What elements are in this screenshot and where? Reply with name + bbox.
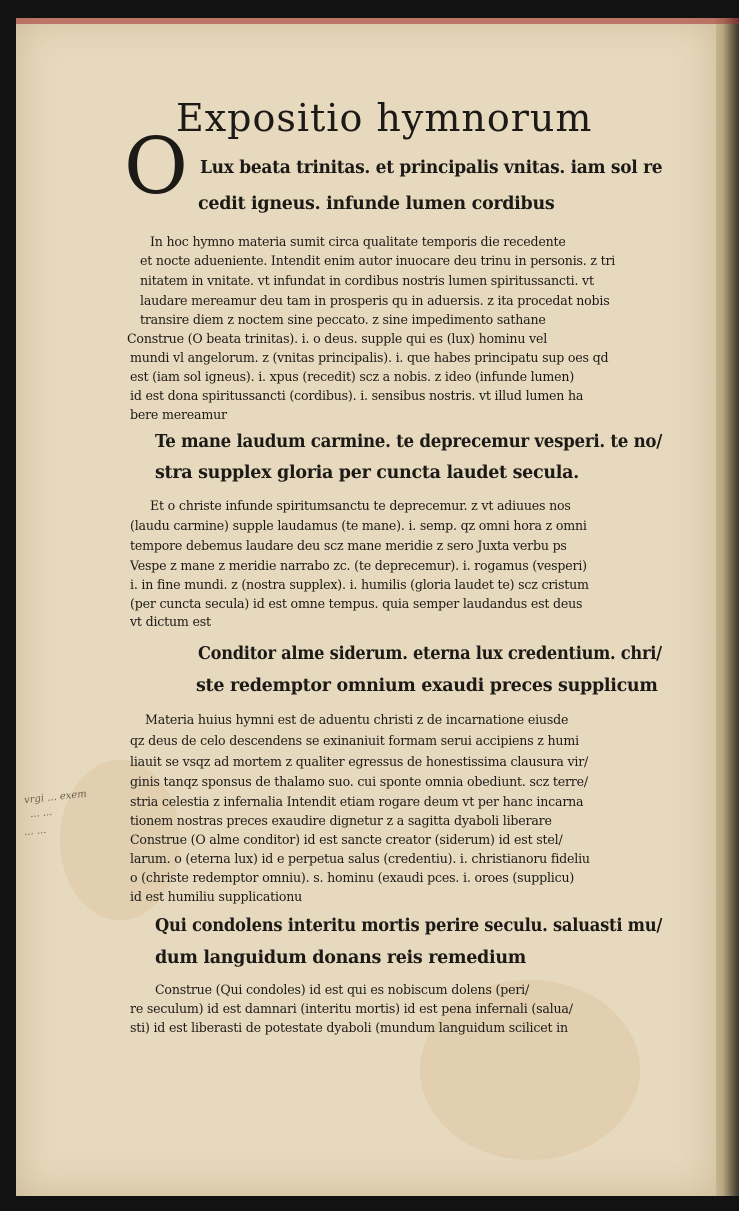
commentary-line: sti) id est liberasti de potestate dyaboli (mundum languidum scilicet in — [130, 1020, 568, 1035]
commentary-line: Construe (Qui condoles) id est qui es nobiscum dolens (peri/ — [155, 982, 530, 997]
commentary-line: est (iam sol igneus). i. xpus (recedit) scz a nobis. z ideo (infunde lumen) — [130, 369, 575, 384]
commentary-line: (per cuncta secula) id est omne tempus. quia semper laudandus est deus — [130, 596, 583, 611]
commentary-line: transire diem z noctem sine peccato. z sine impedimento sathane — [140, 312, 546, 327]
hymn-line: Lux beata trinitas. et principalis vnitas. iam sol re — [200, 158, 663, 178]
commentary-line: id est humiliu supplicationu — [130, 889, 303, 904]
commentary-line: bere mereamur — [130, 407, 227, 422]
commentary-line: nitatem in vnitate. vt infundat in cordibus nostris lumen spiritussancti. vt — [140, 273, 594, 288]
commentary-line: i. in fine mundi. z (nostra supplex). i. humilis (gloria laudet te) scz cristum — [130, 577, 589, 592]
commentary-line: Construe (O alme conditor) id est sancte creator (siderum) id est stel/ — [130, 832, 563, 847]
commentary-line: Et o christe infunde spiritumsanctu te deprecemur. z vt adiuues nos — [150, 498, 571, 513]
marginal-note: ... ... — [23, 824, 47, 839]
commentary-line: re seculum) id est damnari (interitu mortis) id est pena infernali (salua/ — [130, 1001, 573, 1016]
commentary-line: tionem nostras preces exaudire dignetur z a sagitta dyaboli liberare — [130, 813, 552, 828]
commentary-line: larum. o (eterna lux) id e perpetua salus (credentiu). i. christianoru fideliu — [130, 851, 590, 866]
commentary-line: ginis tanqz sponsus de thalamo suo. cui sponte omnia obediunt. scz terre/ — [130, 774, 588, 789]
page-top-edge — [16, 18, 739, 24]
hymn-line: Conditor alme siderum. eterna lux credentium. chri/ — [198, 644, 662, 664]
commentary-line: laudare mereamur deu tam in prosperis qu in aduersis. z ita procedat nobis — [140, 293, 610, 308]
marginal-note: vrgi ... exem — [23, 788, 88, 807]
commentary-line: o (christe redemptor omniu). s. hominu (exaudi pces. i. oroes (supplicu) — [130, 870, 575, 885]
commentary-line: liauit se vsqz ad mortem z qualiter egressus de honestissima clausura vir/ — [130, 754, 589, 769]
commentary-line: vt dictum est — [130, 614, 211, 629]
page-fore-edge — [712, 18, 739, 1196]
commentary-line: In hoc hymno materia sumit circa qualitate temporis die recedente — [150, 234, 566, 249]
commentary-line: et nocte adueniente. Intendit enim autor inuocare deu trinu in personis. z tri — [140, 253, 616, 268]
commentary-line: qz deus de celo descendens se exinaniuit formam serui accipiens z humi — [130, 733, 579, 748]
commentary-line: (laudu carmine) supple laudamus (te mane). i. semp. qz omni hora z omni — [130, 518, 587, 533]
commentary-line: mundi vl angelorum. z (vnitas principalis). i. que habes principatu sup oes qd — [130, 350, 609, 365]
commentary-line: Materia huius hymni est de aduentu christi z de incarnatione eiusde — [145, 712, 569, 727]
commentary-line: id est dona spiritussancti (cordibus). i. sensibus nostris. vt illud lumen ha — [130, 388, 584, 403]
hymn-line: cedit igneus. infunde lumen cordibus — [198, 194, 555, 214]
hymn-line: Qui condolens interitu mortis perire seculu. saluasti mu/ — [155, 916, 663, 936]
commentary-line: stria celestia z infernalia Intendit etiam rogare deum vt per hanc incarna — [130, 794, 584, 809]
commentary-line: Construe (O beata trinitas). i. o deus. supple qui es (lux) hominu vel — [127, 331, 548, 346]
initial-letter: O — [124, 122, 188, 212]
hymn-line: dum languidum donans reis remedium — [155, 948, 526, 968]
marginal-note: ... ... — [29, 806, 53, 821]
hymn-line: stra supplex gloria per cuncta laudet secula. — [155, 463, 579, 483]
commentary-line: tempore debemus laudare deu scz mane meridie z sero Juxta verbu ps — [130, 538, 567, 553]
hymn-line: Te mane laudum carmine. te deprecemur vesperi. te no/ — [155, 432, 663, 452]
page-title: Expositio hymnorum — [176, 96, 593, 140]
hymn-line: ste redemptor omnium exaudi preces supplicum — [196, 676, 658, 696]
commentary-line: Vespe z mane z meridie narrabo zc. (te deprecemur). i. rogamus (vesperi) — [130, 558, 587, 573]
